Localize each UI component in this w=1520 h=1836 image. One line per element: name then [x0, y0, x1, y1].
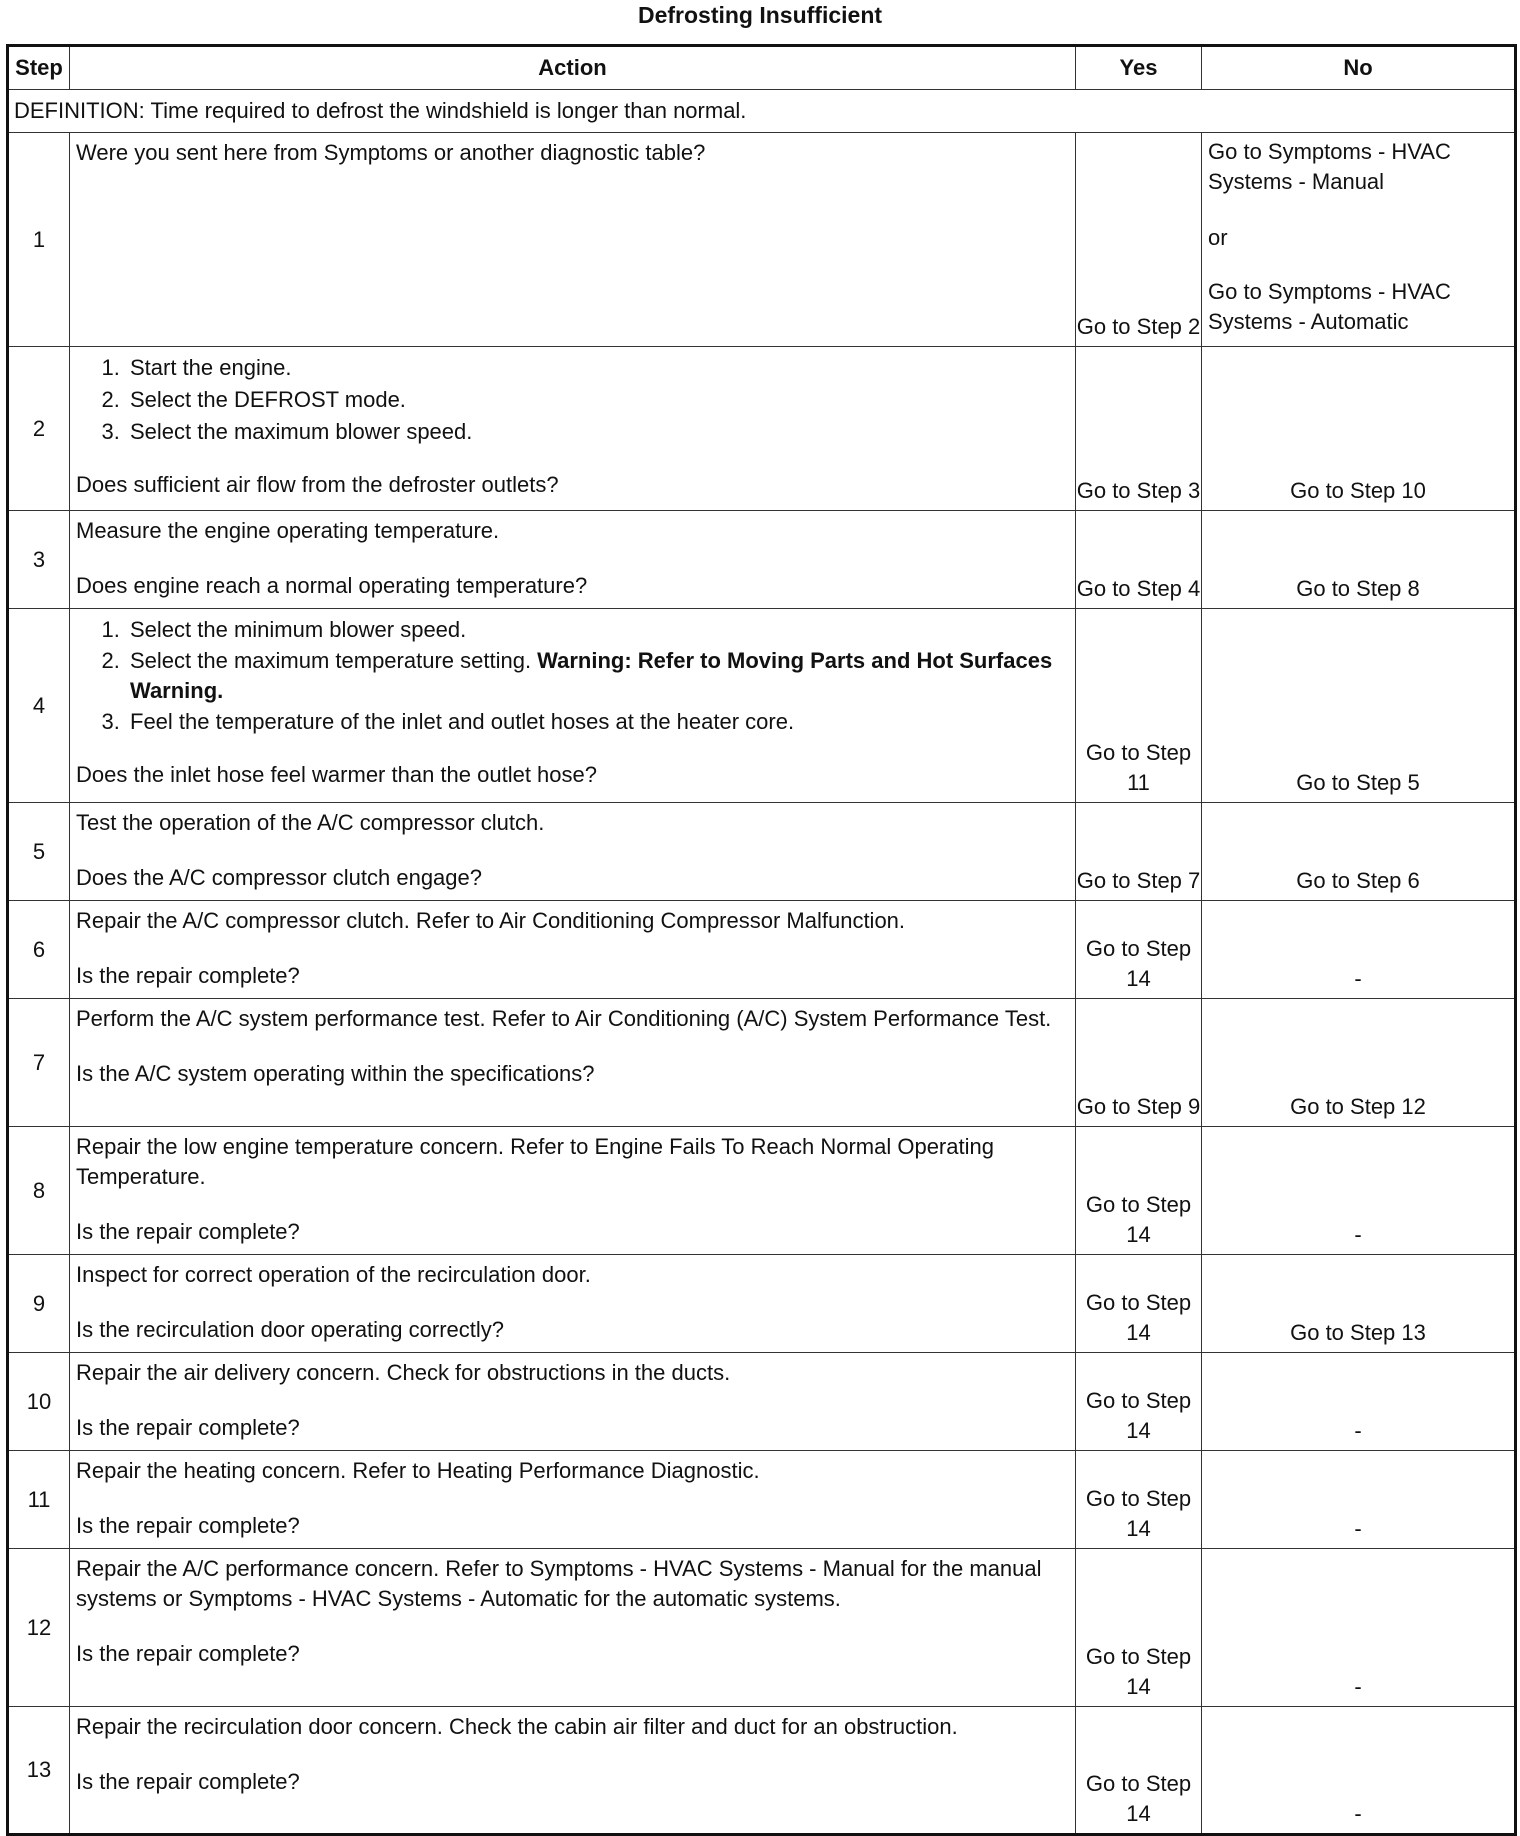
definition-row	[8, 90, 1516, 133]
table-row	[8, 609, 1516, 803]
yes-cell: Go to Step 2	[1076, 133, 1202, 347]
action-text: Repair the A/C compressor clutch. Refer to Air Conditioning Compressor Malfunction.	[76, 908, 906, 933]
table-row	[8, 133, 1516, 347]
question-text: Is the repair complete?	[76, 963, 300, 988]
table-row	[8, 901, 1516, 999]
no-cell	[1202, 133, 1516, 347]
list-item	[126, 646, 1069, 706]
action-text: Repair the low engine temperature concern. Refer to Engine Fails To Reach Normal Operating Temperature.	[76, 1134, 994, 1189]
table-row	[8, 1451, 1516, 1549]
action-cell	[70, 133, 1076, 347]
question-text: Is the repair complete?	[76, 1769, 300, 1794]
table-row	[8, 999, 1516, 1127]
action-text: Repair the A/C performance concern. Refer to Symptoms - HVAC Systems - Manual for the manual systems or Symptoms - HVAC Systems - Automatic for the automatic systems.	[76, 1556, 1042, 1611]
no-cell: Go to Step 12	[1202, 999, 1516, 1127]
step-list	[76, 614, 1069, 738]
step-number: 7	[8, 999, 70, 1127]
step-number: 12	[8, 1549, 70, 1707]
table-row	[8, 1707, 1516, 1835]
no-cell: -	[1202, 1353, 1516, 1451]
question-text: Is the recirculation door operating correctly?	[76, 1317, 504, 1342]
action-text: Test the operation of the A/C compressor clutch.	[76, 810, 545, 835]
step-number: 1	[8, 133, 70, 347]
action-text: Measure the engine operating temperature.	[76, 518, 500, 543]
step-number: 6	[8, 901, 70, 999]
action-cell	[70, 1127, 1076, 1255]
question-text: Does sufficient air flow from the defroster outlets?	[76, 472, 559, 497]
yes-cell: Go to Step 4	[1076, 511, 1202, 609]
step-number: 10	[8, 1353, 70, 1451]
no-option-manual: Go to Symptoms - HVAC Systems - Manual	[1208, 139, 1451, 194]
table-row	[8, 347, 1516, 511]
table-row	[8, 1549, 1516, 1707]
action-cell	[70, 1255, 1076, 1353]
no-cell: Go to Step 6	[1202, 803, 1516, 901]
action-text: Repair the recirculation door concern. Check the cabin air filter and duct for an obstruction.	[76, 1714, 958, 1739]
list-item: 3. Select the maximum blower speed.	[126, 416, 1069, 448]
header-action: Action	[70, 46, 1076, 90]
header-no: No	[1202, 46, 1516, 90]
yes-cell: Go to Step 14	[1076, 1353, 1202, 1451]
header-row	[8, 46, 1516, 90]
step-number: 4	[8, 609, 70, 803]
no-cell: -	[1202, 1549, 1516, 1707]
action-cell	[70, 511, 1076, 609]
table-row	[8, 1353, 1516, 1451]
action-cell	[70, 1451, 1076, 1549]
yes-cell: Go to Step 14	[1076, 1255, 1202, 1353]
question-text: Does engine reach a normal operating temperature?	[76, 573, 588, 598]
question-text: Is the repair complete?	[76, 1219, 300, 1244]
action-cell	[70, 901, 1076, 999]
yes-cell: Go to Step 11	[1076, 609, 1202, 803]
list-item-text: Select the maximum temperature setting.	[130, 648, 538, 673]
no-cell: Go to Step 8	[1202, 511, 1516, 609]
question-text: Is the repair complete?	[76, 1415, 300, 1440]
yes-cell: Go to Step 3	[1076, 347, 1202, 511]
no-cell: -	[1202, 1707, 1516, 1835]
question-text: Does the A/C compressor clutch engage?	[76, 865, 483, 890]
question-text: Is the repair complete?	[76, 1641, 300, 1666]
action-cell	[70, 803, 1076, 901]
action-cell	[70, 1353, 1076, 1451]
yes-cell: Go to Step 14	[1076, 1707, 1202, 1835]
no-cell: -	[1202, 1451, 1516, 1549]
diagnostic-table	[6, 44, 1517, 1836]
header-step: Step	[8, 46, 70, 90]
action-text: Inspect for correct operation of the recirculation door.	[76, 1262, 591, 1287]
action-cell	[70, 347, 1076, 511]
no-cell: -	[1202, 1127, 1516, 1255]
yes-cell: Go to Step 7	[1076, 803, 1202, 901]
table-row	[8, 1255, 1516, 1353]
action-text: Repair the heating concern. Refer to Heating Performance Diagnostic.	[76, 1458, 760, 1483]
question-text: Does the inlet hose feel warmer than the outlet hose?	[76, 762, 597, 787]
yes-cell: Go to Step 14	[1076, 1451, 1202, 1549]
action-cell	[70, 1707, 1076, 1835]
yes-cell: Go to Step 9	[1076, 999, 1202, 1127]
action-text: Repair the air delivery concern. Check for obstructions in the ducts.	[76, 1360, 731, 1385]
definition-text: DEFINITION: Time required to defrost the windshield is longer than normal.	[8, 90, 1516, 133]
no-cell: -	[1202, 901, 1516, 999]
list-item: 1. Select the minimum blower speed.	[126, 614, 1069, 646]
action-cell	[70, 1549, 1076, 1707]
step-number: 11	[8, 1451, 70, 1549]
list-item: 3. Feel the temperature of the inlet and outlet hoses at the heater core.	[126, 706, 1069, 738]
step-number: 2	[8, 347, 70, 511]
no-option-automatic: Go to Symptoms - HVAC Systems - Automatic	[1208, 279, 1451, 334]
action-text: Perform the A/C system performance test. Refer to Air Conditioning (A/C) System Performance Test.	[76, 1006, 1052, 1031]
yes-cell: Go to Step 14	[1076, 1127, 1202, 1255]
action-cell	[70, 609, 1076, 803]
table-row	[8, 803, 1516, 901]
page-title: Defrosting Insufficient	[637, 2, 883, 28]
warning-text: Warning: Refer to Moving Parts and Hot Surfaces Warning.	[130, 648, 1053, 703]
header-yes: Yes	[1076, 46, 1202, 90]
table-row	[8, 1127, 1516, 1255]
no-cell: Go to Step 10	[1202, 347, 1516, 511]
step-number: 9	[8, 1255, 70, 1353]
table-row	[8, 511, 1516, 609]
question-text: Is the repair complete?	[76, 1513, 300, 1538]
step-number: 8	[8, 1127, 70, 1255]
no-cell: Go to Step 5	[1202, 609, 1516, 803]
action-text: Were you sent here from Symptoms or another diagnostic table?	[76, 140, 706, 165]
step-list	[76, 352, 1069, 448]
yes-cell: Go to Step 14	[1076, 1549, 1202, 1707]
list-item: 1. Start the engine.	[126, 352, 1069, 384]
yes-cell: Go to Step 14	[1076, 901, 1202, 999]
list-item: 2. Select the DEFROST mode.	[126, 384, 1069, 416]
no-cell: Go to Step 13	[1202, 1255, 1516, 1353]
no-or: or	[1208, 225, 1228, 250]
step-number: 13	[8, 1707, 70, 1835]
step-number: 3	[8, 511, 70, 609]
action-cell	[70, 999, 1076, 1127]
question-text: Is the A/C system operating within the specifications?	[76, 1061, 595, 1086]
step-number: 5	[8, 803, 70, 901]
